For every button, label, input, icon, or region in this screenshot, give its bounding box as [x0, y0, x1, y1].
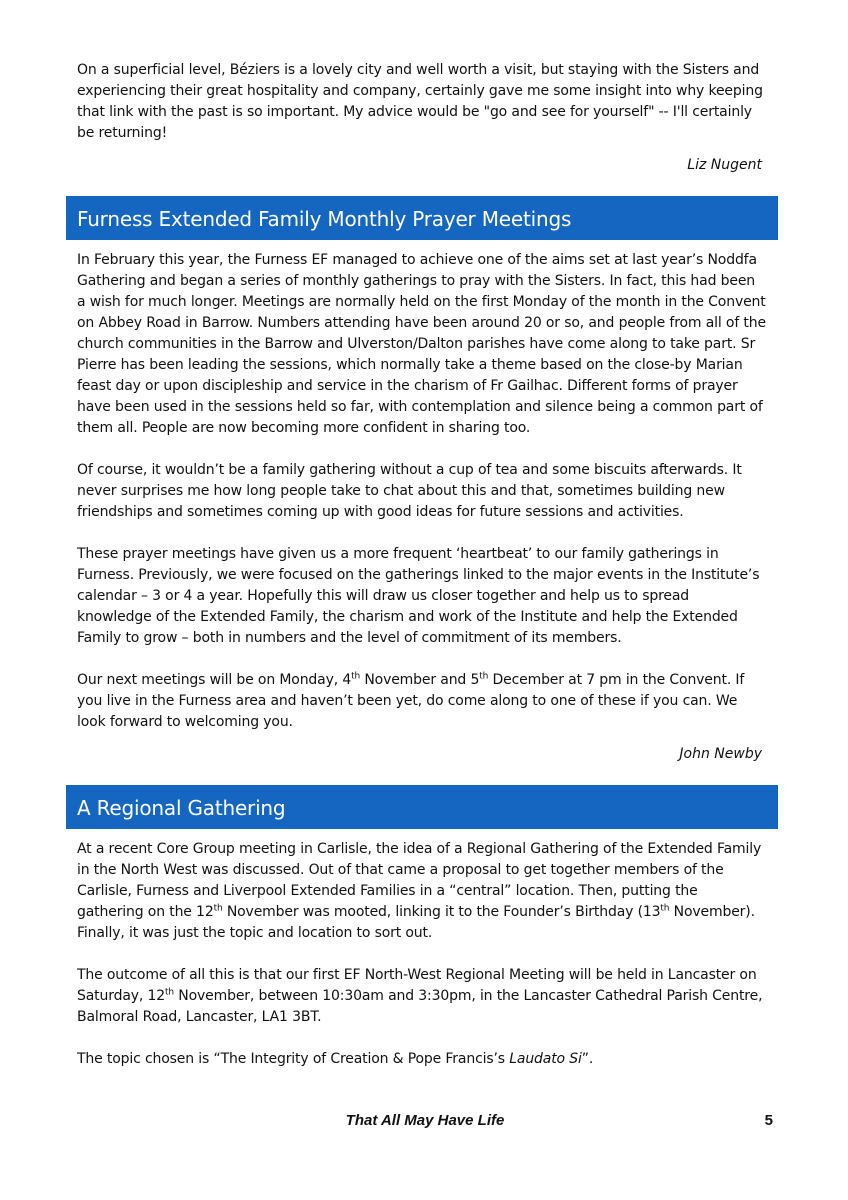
regional-paragraph-3	[77, 1049, 767, 1070]
intro-paragraph: On a superficial level, Béziers is a lovely city and well worth a visit, but staying with the Sisters and experiencing their great hospitality and company, certainly gave me some insight into why keeping that link with the past is so important. My advice would be "go and see for yourself" -- I'll certainly be returning!	[77, 62, 763, 141]
page-footer	[77, 1112, 773, 1134]
text-run: ”.	[581, 1051, 594, 1067]
regional-paragraph-2	[77, 965, 767, 1028]
author-signature: Liz Nugent	[687, 157, 762, 173]
footer-title: That All May Have Life	[345, 1112, 505, 1129]
ordinal-suffix: th	[479, 671, 489, 682]
ordinal-suffix: th	[351, 671, 361, 682]
text-run: November, between 10:30am and 3:30pm, in the Lancaster Cathedral Parish Centre, Balmoral Road, Lancaster, LA1 3BT.	[77, 988, 763, 1025]
ordinal-suffix: th	[213, 903, 223, 914]
text-run: The topic chosen is “The Integrity of Creation & Pope Francis’s	[77, 1051, 510, 1067]
text-run: Our next meetings will be on Monday, 4	[77, 672, 352, 688]
ordinal-suffix: th	[165, 987, 174, 998]
text-run: December at 7 pm in the Convent. If you live in the Furness area and haven’t been yet, do come along to one of these if you can. We look forward to welcoming you.	[77, 672, 745, 730]
text-run: November). Finally, it was just the topic and location to sort out.	[77, 904, 755, 941]
page-number: 5	[764, 1112, 773, 1129]
text-run: November and 5	[360, 672, 480, 688]
text-run: November was mooted, linking it to the Founder’s Birthday (13	[222, 904, 661, 920]
text-run: At a recent Core Group meeting in Carlisle, the idea of a Regional Gathering of the Extended Family in the North West was discussed. Out of that came a proposal to get together members of the Carlisle, Furness and Liverpool Extended Families in a “central” location. Then, putting the gathering on the 12	[77, 841, 762, 920]
prayer-paragraph-3: These prayer meetings have given us a more frequent ‘heartbeat’ to our family gatherings in Furness. Previously, we were focused on the gatherings linked to the major events in the Institute’s calendar – 3 or 4 a year. Hopefully this will draw us closer together and help us to spread knowledge of the Extended Family, the charism and work of the Institute and help the Extended Family to grow – both in numbers and the level of commitment of its members.	[77, 546, 760, 646]
author-signature: John Newby	[679, 746, 762, 762]
ordinal-suffix: th	[660, 903, 670, 914]
regional-paragraph-1	[77, 839, 767, 944]
section-heading-prayer-meetings: Furness Extended Family Monthly Prayer Meetings	[66, 196, 778, 240]
prayer-paragraph-1: In February this year, the Furness EF managed to achieve one of the aims set at last year’s Noddfa Gathering and began a series of monthly gatherings to pray with the Sisters. In fact, this had been a wish for much longer. Meetings are normally held on the first Monday of the month in the Convent on Abbey Road in Barrow. Numbers attending have been around 20 or so, and people from all of the church communities in the Barrow and Ulverston/Dalton parishes have come along to take part. Sr Pierre has been leading the sessions, which normally take a theme based on the close-by Marian feast day or upon discipleship and service in the charism of Fr Gailhac. Different forms of prayer have been used in the sessions held so far, with contemplation and silence being a common part of them all. People are now becoming more confident in sharing too.	[77, 252, 766, 436]
prayer-paragraph-4	[77, 670, 767, 733]
italic-title: Laudato Si	[509, 1051, 582, 1067]
page-content	[77, 60, 767, 1091]
text-run: The outcome of all this is that our first EF North-West Regional Meeting will be held in Lancaster on Saturday, 12	[77, 967, 757, 1004]
prayer-paragraph-2: Of course, it wouldn’t be a family gathering without a cup of tea and some biscuits afterwards. It never surprises me how long people take to chat about this and that, sometimes building new friendships and sometimes coming up with good ideas for future sessions and activities.	[77, 462, 742, 520]
section-heading-regional-gathering: A Regional Gathering	[66, 785, 778, 829]
